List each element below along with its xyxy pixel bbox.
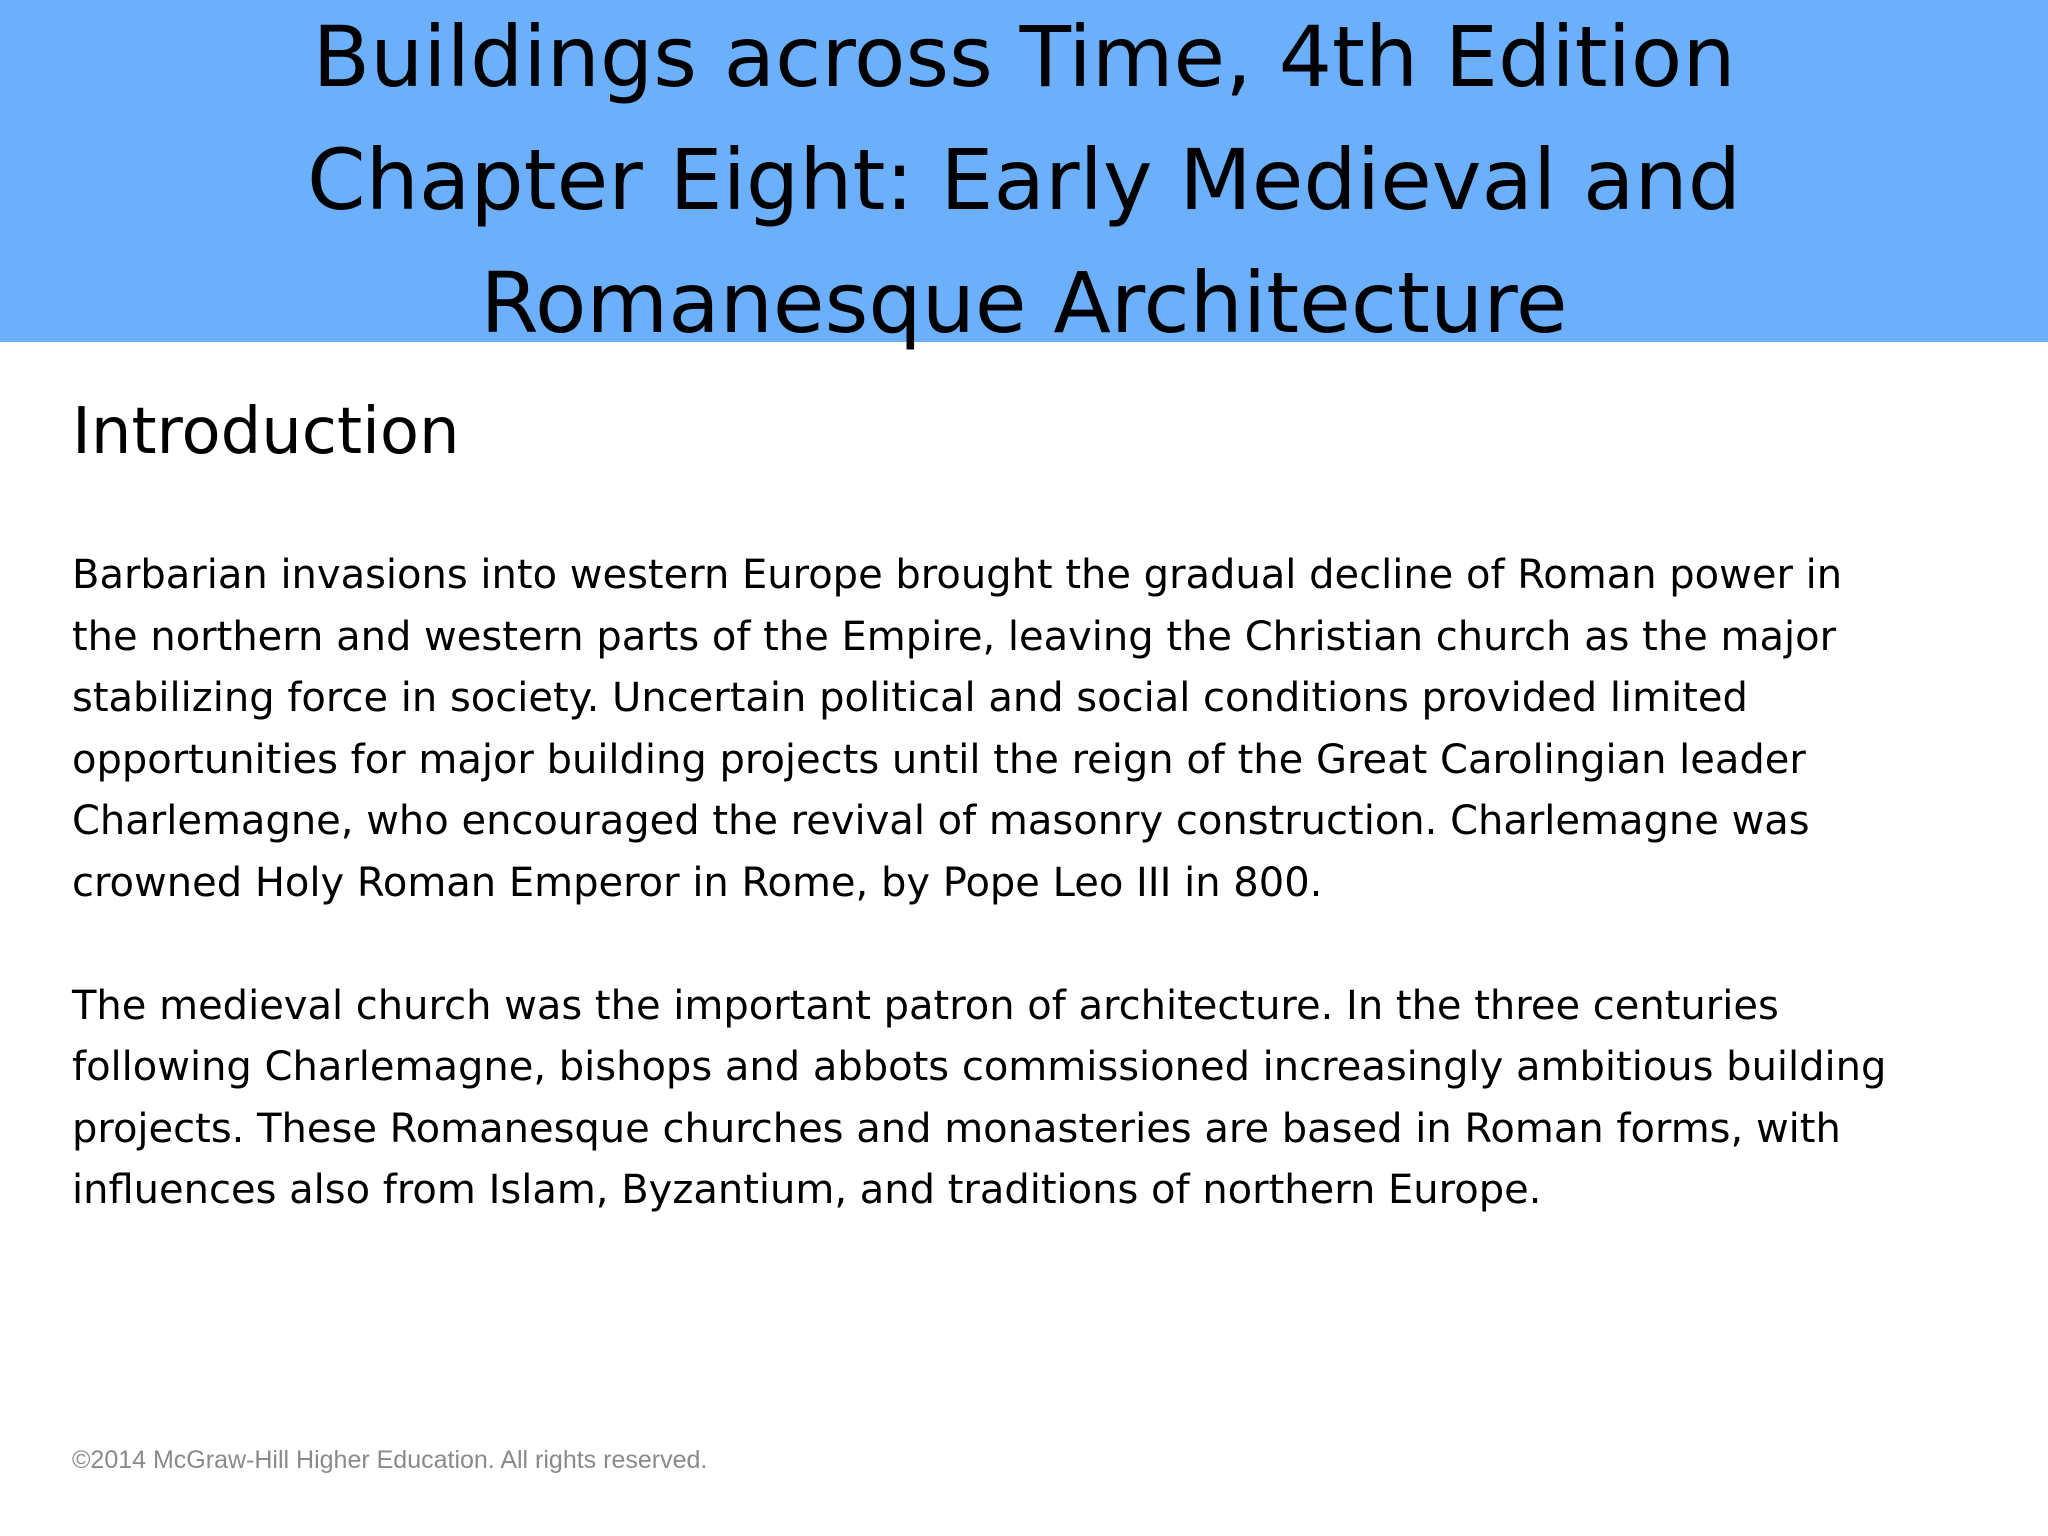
section-heading: Introduction bbox=[72, 395, 460, 469]
slide-title-line: Romanesque Architecture bbox=[480, 254, 1568, 352]
paragraph-line: Barbarian invasions into western Europe brought the gradual decline of Roman power in bbox=[72, 552, 1843, 598]
paragraph-line: stabilizing force in society. Uncertain political and social conditions provided limited bbox=[72, 675, 1748, 721]
paragraph-line: influences also from Islam, Byzantium, and traditions of northern Europe. bbox=[72, 1167, 1542, 1213]
paragraph-line: projects. These Romanesque churches and monasteries are based in Roman forms, with bbox=[72, 1105, 1841, 1152]
slide-title-line: Buildings across Time, 4th Edition bbox=[312, 8, 1736, 106]
copyright-notice: ©2014 McGraw-Hill Higher Education. All rights reserved. bbox=[72, 1446, 708, 1474]
slide-title bbox=[0, 0, 2048, 365]
body-text bbox=[72, 545, 1972, 1222]
paragraph-line: crowned Holy Roman Emperor in Rome, by Pope Leo III in 800. bbox=[72, 859, 1323, 906]
paragraph-line: Charlemagne, who encouraged the revival of masonry construction. Charlemagne was bbox=[72, 798, 1810, 844]
paragraph-church bbox=[72, 976, 1972, 1222]
paragraph-line: opportunities for major building projects until the reign of the Great Carolingian leader bbox=[72, 736, 1806, 783]
paragraph-line: The medieval church was the important patron of architecture. In the three centuries bbox=[72, 982, 1779, 1029]
paragraph-line: following Charlemagne, bishops and abbots commissioned increasingly ambitious building bbox=[72, 1044, 1887, 1090]
paragraph-line: the northern and western parts of the Empire, leaving the Christian church as the major bbox=[72, 613, 1837, 660]
paragraph-intro bbox=[72, 545, 1972, 914]
title-banner bbox=[0, 0, 2048, 352]
slide-title-line: Chapter Eight: Early Medieval and bbox=[306, 131, 1742, 229]
